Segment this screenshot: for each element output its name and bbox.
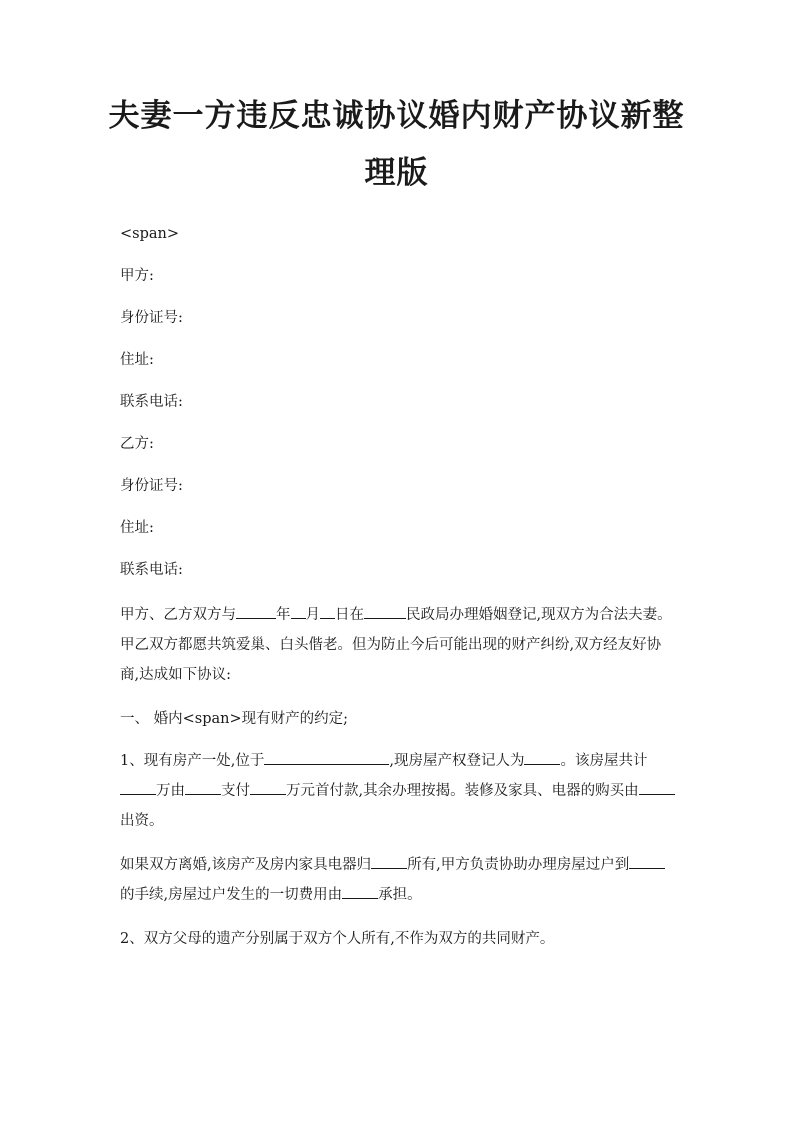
item1-text-6: 万元首付款,其余办理按揭。装修及家具、电器的购买由 xyxy=(286,783,639,799)
intro-text-1: 甲方、乙方双方与 xyxy=(120,607,236,623)
item1-text-2: ,现房屋产权登记人为 xyxy=(389,753,525,769)
divorce-paragraph xyxy=(120,850,678,910)
intro-text-4: 日在 xyxy=(335,607,364,623)
blank-line xyxy=(364,604,406,619)
item-2-paragraph: 2、双方父母的遗产分别属于双方个人所有,不作为双方的共同财产。 xyxy=(120,931,555,947)
party-b-phone-label: 联系电话: xyxy=(120,562,183,578)
party-a-label: 甲方: xyxy=(120,268,154,284)
section-1-heading: 一、 婚内<span>现有财产的约定; xyxy=(120,711,348,727)
blank-line xyxy=(264,750,389,765)
blank-line xyxy=(236,604,276,619)
party-a-id-label: 身份证号: xyxy=(120,310,183,326)
item1-text-1: 1、现有房产一处,位于 xyxy=(120,753,265,769)
divorce-text-1: 如果双方离婚,该房产及房内家具电器归 xyxy=(120,857,372,873)
item1-text-7: 出资。 xyxy=(120,813,164,829)
blank-line xyxy=(629,854,665,869)
intro-text-3: 月 xyxy=(305,607,320,623)
blank-line xyxy=(342,884,378,899)
party-b-id-label: 身份证号: xyxy=(120,478,183,494)
blank-line xyxy=(291,604,306,619)
divorce-text-4: 承担。 xyxy=(378,887,422,903)
blank-line xyxy=(639,780,675,795)
document-body xyxy=(120,222,678,952)
divorce-text-2: 所有,甲方负责协助办理房屋过户到 xyxy=(407,857,630,873)
blank-line xyxy=(120,780,156,795)
intro-text-5: 民政局办理婚姻登记,现双方为合法夫妻。甲乙双方都愿共筑爱巢、白头偕老。但为防止今后可能出现的财产纠纷,双方经友好协商,达成如下协议: xyxy=(120,607,672,683)
blank-line xyxy=(185,780,221,795)
item1-text-3: 。该房屋共计 xyxy=(560,753,648,769)
span-tag-text: <span> xyxy=(120,226,180,242)
blank-line xyxy=(371,854,407,869)
blank-line xyxy=(320,604,335,619)
intro-text-2: 年 xyxy=(276,607,291,623)
party-a-address-label: 住址: xyxy=(120,352,154,368)
blank-line xyxy=(524,750,560,765)
party-b-label: 乙方: xyxy=(120,436,154,452)
party-a-phone-label: 联系电话: xyxy=(120,394,183,410)
document-title-line-2: 理版 xyxy=(364,155,429,191)
party-b-address-label: 住址: xyxy=(120,520,154,536)
document-title-line-1: 夫妻一方违反忠诚协议婚内财产协议新整 xyxy=(108,98,685,134)
item1-text-4: 万由 xyxy=(156,783,185,799)
item-1-paragraph xyxy=(120,746,678,836)
blank-line xyxy=(250,780,286,795)
item1-text-5: 支付 xyxy=(221,783,250,799)
intro-paragraph xyxy=(120,600,678,690)
divorce-text-3: 的手续,房屋过户发生的一切费用由 xyxy=(120,887,343,903)
